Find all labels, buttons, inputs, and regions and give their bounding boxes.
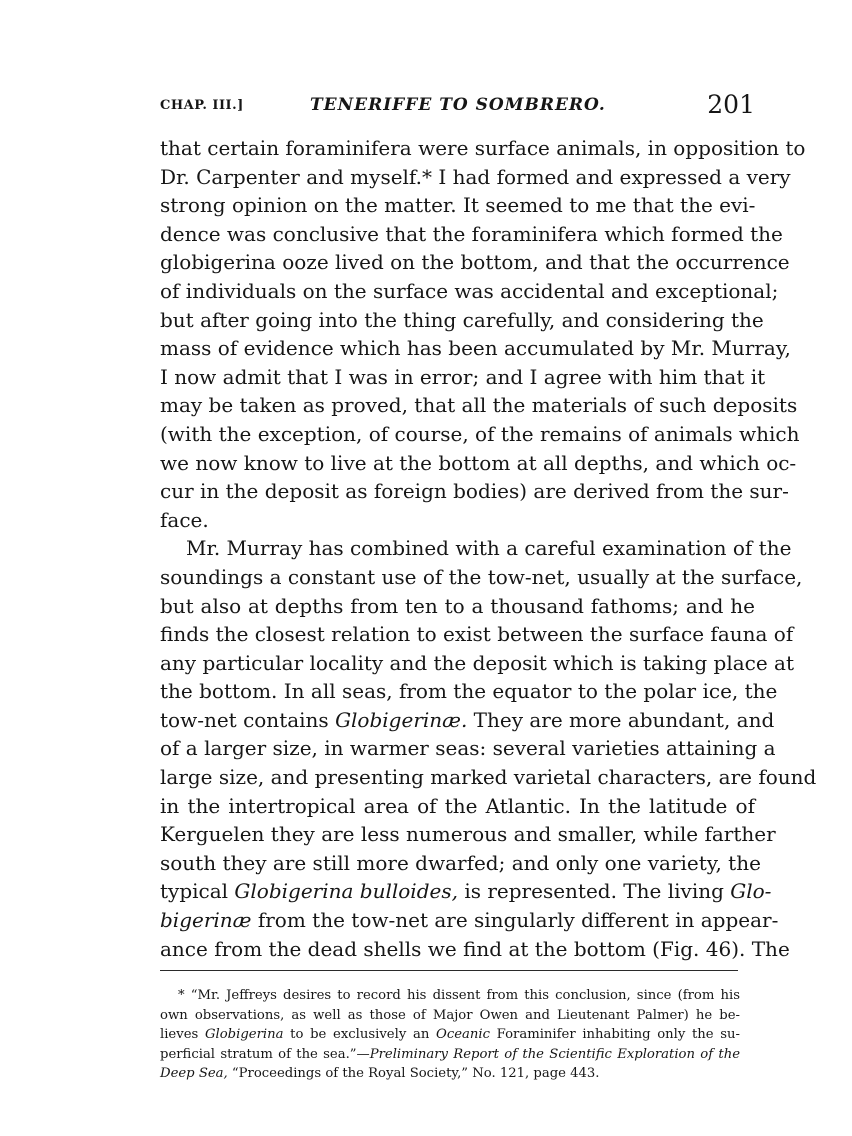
line-text: Foraminifer inhabiting only the su- <box>489 1027 741 1042</box>
body-line: that certain foraminifera were surface animals, in opposition to <box>160 136 806 160</box>
body-line: Dr. Carpenter and myself.* I had formed and expressed a very <box>160 164 791 189</box>
footnote-line <box>160 1025 740 1045</box>
line-text: tow-net contains <box>160 707 336 732</box>
body-line: the bottom. In all seas, from the equator to the polar ice, the <box>160 679 778 704</box>
footnote-line: * “Mr. Jeffreys desires to record his dissent from this conclusion, since (from his <box>178 988 740 1003</box>
taxon-name: Globigerina <box>204 1027 284 1042</box>
taxon-name: Globigerina bulloides, <box>234 879 458 904</box>
body-line: (with the exception, of course, of the remains of animals which <box>160 421 800 446</box>
body-line: soundings a constant use of the tow-net, usually at the surface, <box>160 564 803 589</box>
emphasis-text: Oceanic <box>436 1027 490 1042</box>
body-text <box>160 134 817 963</box>
body-line: in the intertropical area of the Atlantic. In the latitude of <box>160 793 755 818</box>
line-text: lieves <box>160 1027 205 1042</box>
line-text: is represented. The living <box>457 879 731 904</box>
line-text: from the tow-net are singularly different in appear- <box>251 908 779 933</box>
body-line: strong opinion on the matter. It seemed to me that the evi- <box>160 193 756 218</box>
body-line: large size, and presenting marked varietal characters, are found <box>160 765 817 790</box>
body-line: dence was conclusive that the foraminifera which formed the <box>160 221 783 246</box>
body-line: ance from the dead shells we find at the bottom (Fig. 46). The <box>160 936 790 961</box>
body-line: may be taken as proved, that all the materials of such deposits <box>160 393 798 418</box>
body-line: cur in the deposit as foreign bodies) are derived from the sur- <box>160 479 789 504</box>
running-title: TENERIFFE TO SOMBRERO. <box>310 95 606 115</box>
body-line: Kerguelen they are less numerous and smaller, while farther <box>160 822 776 847</box>
citation-title: Preliminary Report of the Scientific Exploration of the <box>369 1046 740 1062</box>
body-line: I now admit that I was in error; and I agree with him that it <box>160 364 766 389</box>
line-text: to be exclusively an <box>283 1027 437 1042</box>
body-line: but after going into the thing carefully, and considering the <box>160 307 764 332</box>
line-text: perficial stratum of the sea.”— <box>160 1046 370 1062</box>
taxon-name: bigerinæ <box>160 908 252 933</box>
footnote-line <box>160 1064 740 1084</box>
body-line: finds the closest relation to exist between the surface fauna of <box>160 622 794 647</box>
taxon-name: Globigerinæ. <box>335 707 468 732</box>
page-header <box>160 90 755 124</box>
body-line: south they are still more dwarfed; and only one variety, the <box>160 850 761 875</box>
citation-title: Deep Sea, <box>160 1066 228 1081</box>
footnote <box>160 986 740 1084</box>
page-number: 201 <box>707 90 755 119</box>
line-text: They are more abundant, and <box>467 707 775 732</box>
body-line: we now know to live at the bottom at all depths, and which oc- <box>160 450 797 475</box>
line-text: typical <box>160 879 235 904</box>
body-line: mass of evidence which has been accumulated by Mr. Murray, <box>160 336 791 361</box>
body-line: Mr. Murray has combined with a careful examination of the <box>186 536 792 561</box>
body-line: any particular locality and the deposit which is taking place at <box>160 650 795 675</box>
body-line: globigerina ooze lived on the bottom, and that the occurrence <box>160 250 790 275</box>
footnote-line: own observations, as well as those of Major Owen and Lieutenant Palmer) he be- <box>160 1007 740 1023</box>
body-line: of a larger size, in warmer seas: several varieties attaining a <box>160 736 776 761</box>
body-line: but also at depths from ten to a thousand fathoms; and he <box>160 593 755 618</box>
footnote-divider <box>160 970 738 971</box>
body-line <box>160 706 775 735</box>
line-text: “Proceedings of the Royal Society,” No. 121, page 443. <box>227 1066 600 1081</box>
footnote-line <box>160 1045 740 1065</box>
body-line <box>160 906 779 935</box>
taxon-name: Glo- <box>730 879 772 904</box>
body-line: face. <box>160 507 209 532</box>
chapter-label: CHAP. III.] <box>160 98 244 113</box>
body-line <box>160 877 772 906</box>
body-line: of individuals on the surface was accidental and exceptional; <box>160 278 779 303</box>
